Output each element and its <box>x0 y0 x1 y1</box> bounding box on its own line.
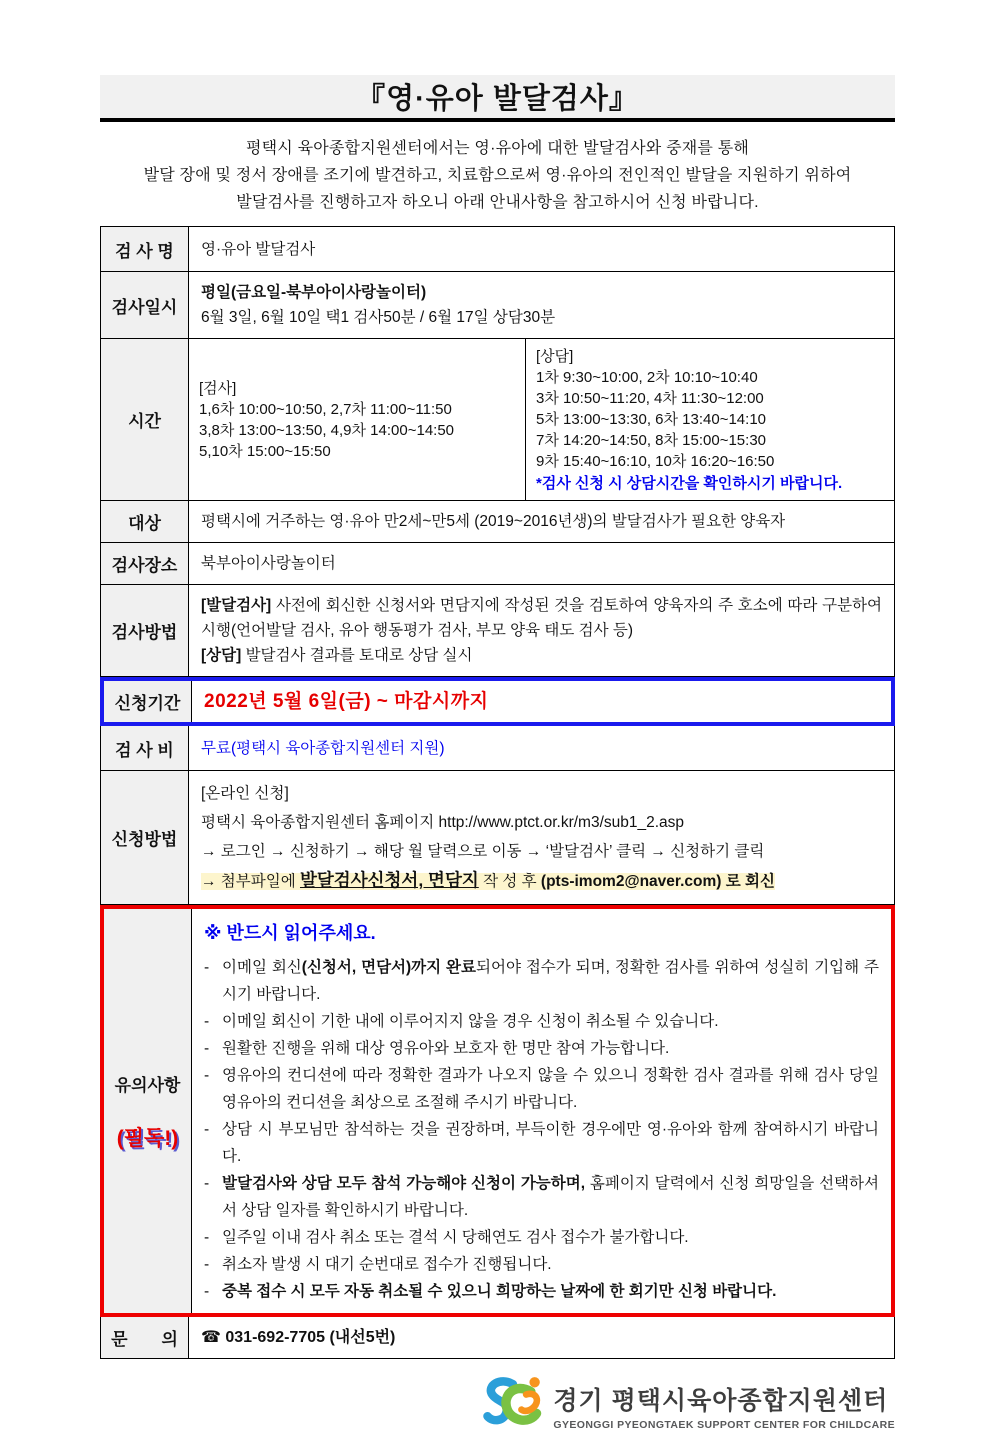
notice-label: 유의사항 <box>114 1075 181 1095</box>
place-label: 검사장소 <box>101 543 189 584</box>
method-value-cell <box>189 585 894 676</box>
target-value: 평택시에 거주하는 영·유아 만2세~만5세 (2019~2016년생)의 발달검사가 필요한 양육자 <box>201 513 786 530</box>
method-label: 검사방법 <box>101 585 189 676</box>
apply-label: 신청방법 <box>101 771 189 904</box>
notice-must-read-label: (필독!) <box>116 1126 179 1150</box>
apply-line3: → 로그인 → 신청하기 → 해당 월 달력으로 이동 → ‘발달검사’ 클릭 → 신청하기 클릭 <box>201 843 765 860</box>
notice-item-text: 원활한 진행을 위해 대상 영유아와 보호자 한 명만 참여 가능합니다. <box>222 1040 670 1057</box>
place-value-cell <box>189 543 894 584</box>
bullet-dash: - <box>204 1067 210 1084</box>
row-fee <box>101 726 894 771</box>
document-title-bar <box>100 75 895 122</box>
document-content <box>100 75 895 1438</box>
notice-item-text: 중복 접수 시 모두 자동 취소될 수 있으니 희망하는 날짜에 한 회기만 신청 바랍니다. <box>222 1283 777 1300</box>
time-line: 1,6차 10:00~10:50, 2,7차 11:00~11:50 <box>199 400 452 418</box>
row-notice <box>100 905 895 1317</box>
notice-item <box>204 1035 879 1062</box>
center-logo-icon <box>479 1373 545 1438</box>
notice-item <box>204 1116 879 1170</box>
row-test-name <box>101 227 894 272</box>
notice-content-cell <box>192 909 891 1313</box>
test-date-line2: 6월 3일, 6월 10일 택1 검사50분 / 6월 17일 상담30분 <box>201 309 556 326</box>
center-logo-text <box>553 1381 895 1431</box>
intro-line-1: 평택시 육아종합지원센터에서는 영·유아에 대한 발달검사와 중재를 통해 <box>245 140 750 157</box>
center-name-korean: 경기 평택시육아종합지원센터 <box>553 1386 889 1415</box>
notice-item-text: 발달검사와 상담 모두 참석 가능해야 신청이 가능하며, 홈페이지 달력에서 신청 희망일을 선택하셔서 상담 일자를 확인하시기 바랍니다. <box>222 1175 879 1219</box>
document-title: 『영·유아 발달검사』 <box>356 83 639 115</box>
apply-docs-names: 발달검사신청서, 면담지 <box>299 870 479 890</box>
bullet-dash: - <box>204 1229 210 1246</box>
notice-item-text: 이메일 회신이 기한 내에 이루어지지 않을 경우 신청이 취소될 수 있습니다. <box>222 1013 719 1030</box>
notice-item-text: 영유아의 컨디션에 따라 정확한 결과가 나오지 않을 수 있으니 정확한 검사 결과를 위해 검사 당일 영유아의 컨디션을 최상으로 조절해 주시기 바랍니다. <box>222 1067 879 1111</box>
time-line: 1차 9:30~10:00, 2차 10:10~10:40 <box>536 369 758 386</box>
contact-value-cell <box>189 1317 894 1358</box>
exam-time-column <box>189 339 526 500</box>
center-name-english: GYEONGGI PYEONGTAEK SUPPORT CENTER FOR CHILDCARE <box>553 1418 895 1431</box>
apply-value-cell <box>189 771 894 904</box>
notice-items <box>204 954 879 1305</box>
row-test-date <box>101 272 894 339</box>
counsel-note: *검사 신청 시 상담시간을 확인하시기 바랍니다. <box>536 475 843 492</box>
time-cell <box>189 339 894 500</box>
place-value: 북부아이사랑놀이터 <box>201 555 336 572</box>
time-label: 시간 <box>101 339 189 500</box>
bullet-dash: - <box>204 959 210 976</box>
method-part2-tag: [상담] <box>201 647 242 664</box>
method-part1-tag: [발달검사] <box>201 597 272 614</box>
fee-value: 무료(평택시 육아종합지원센터 지원) <box>201 739 445 757</box>
test-date-label: 검사일시 <box>101 272 189 338</box>
notice-item <box>204 1278 879 1305</box>
bullet-dash: - <box>204 1256 210 1273</box>
notice-item <box>204 1008 879 1035</box>
contact-phone: ☎ 031-692-7705 (내선5번) <box>201 1329 396 1346</box>
fee-label: 검 사 비 <box>101 726 189 770</box>
test-name-value-cell <box>189 227 894 271</box>
notice-item-text: 이메일 회신(신청서, 면담서)까지 완료되어야 접수가 되며, 정확한 검사를 위하여 성실히 기입해 주시기 바랍니다. <box>222 959 879 1003</box>
row-method <box>101 585 894 677</box>
row-target <box>101 501 894 543</box>
notice-label-cell <box>104 909 192 1313</box>
intro-paragraph <box>100 135 895 216</box>
test-name-label: 검 사 명 <box>101 227 189 271</box>
row-period <box>100 677 895 726</box>
intro-line-3: 발달검사를 진행하고자 하오니 아래 안내사항을 참고하시어 신청 바랍니다. <box>236 194 759 211</box>
target-label: 대상 <box>101 501 189 542</box>
bullet-dash: - <box>204 1121 210 1138</box>
row-place <box>101 543 894 585</box>
time-line: 7차 14:20~14:50, 8차 15:00~15:30 <box>536 432 767 449</box>
notice-item-text: 상담 시 부모님만 참석하는 것을 권장하며, 부득이한 경우에만 영·유아와 함께 참여하시기 바랍니다. <box>222 1121 879 1165</box>
method-part1-text: 사전에 회신한 신청서와 면담지에 작성된 것을 검토하여 양육자의 주 호소에 따라 구분하여 시행(언어발달 검사, 유아 행동평가 검사, 부모 양육 태도 검사 등) <box>201 597 882 639</box>
notice-item-text: 취소자 발생 시 대기 순번대로 접수가 진행됩니다. <box>222 1256 552 1273</box>
method-part2 <box>201 643 882 668</box>
apply-line4-mid: 작 성 후 <box>478 873 541 890</box>
apply-line4-pre: → 첨부파일에 <box>201 873 300 890</box>
time-line: 9차 15:40~16:10, 10차 16:20~16:50 <box>536 453 775 470</box>
apply-line4 <box>201 866 882 896</box>
time-line: 5차 13:00~13:30, 6차 13:40~14:10 <box>536 411 767 428</box>
exam-header: [검사] <box>199 379 237 397</box>
notice-item <box>204 1251 879 1278</box>
notice-item <box>204 1224 879 1251</box>
notice-item <box>204 1062 879 1116</box>
test-name-value: 영·유아 발달검사 <box>201 240 316 258</box>
notice-item-text: 일주일 이내 검사 취소 또는 결석 시 당해연도 검사 접수가 불가합니다. <box>222 1229 689 1246</box>
period-value-cell <box>192 681 891 722</box>
row-time <box>101 339 894 501</box>
apply-line2 <box>201 808 882 837</box>
method-part2-text: 발달검사 결과를 토대로 상담 실시 <box>241 647 473 664</box>
time-line: 3,8차 13:00~13:50, 4,9차 14:00~14:50 <box>199 421 455 439</box>
notice-item <box>204 1170 879 1224</box>
counsel-lines <box>536 367 884 472</box>
intro-line-2: 발달 장애 및 정서 장애를 조기에 발견하고, 치료함으로써 영·유아의 전인적인 발달을 지원하기 위하여 <box>143 167 852 184</box>
notice-heading: ※ 반드시 읽어주세요. <box>204 923 376 943</box>
method-part1 <box>201 593 882 643</box>
apply-homepage-prefix: 평택시 육아종합지원센터 홈페이지 <box>201 814 439 831</box>
notice-item <box>204 954 879 1008</box>
period-value: 2022년 5월 6일(금) ~ 마감시까지 <box>204 691 489 712</box>
counsel-time-column <box>526 339 894 500</box>
apply-homepage-url: http://www.ptct.or.kr/m3/sub1_2.asp <box>438 814 685 831</box>
test-date-line1: 평일(금요일-북부아이사랑놀이터) <box>201 284 427 301</box>
apply-line1: [온라인 신청] <box>201 785 289 802</box>
contact-label: 문 의 <box>101 1317 189 1358</box>
footer <box>100 1373 895 1438</box>
info-table <box>100 226 895 1359</box>
row-apply <box>101 771 894 905</box>
period-label: 신청기간 <box>104 681 192 722</box>
time-line: 5,10차 15:00~15:50 <box>199 442 331 460</box>
counsel-header: [상담] <box>536 348 574 365</box>
row-contact <box>101 1317 894 1358</box>
fee-value-cell <box>189 726 894 770</box>
target-value-cell <box>189 501 894 542</box>
test-date-value-cell <box>189 272 894 338</box>
bullet-dash: - <box>204 1175 210 1192</box>
time-line: 3차 10:50~11:20, 4차 11:30~12:00 <box>536 390 764 407</box>
center-logo <box>479 1373 895 1438</box>
exam-lines <box>199 399 515 462</box>
bullet-dash: - <box>204 1283 210 1300</box>
bullet-dash: - <box>204 1013 210 1030</box>
apply-reply-email: (pts-imom2@naver.com) 로 회신 <box>540 873 775 890</box>
bullet-dash: - <box>204 1040 210 1057</box>
apply-highlighted-instruction <box>201 870 775 890</box>
